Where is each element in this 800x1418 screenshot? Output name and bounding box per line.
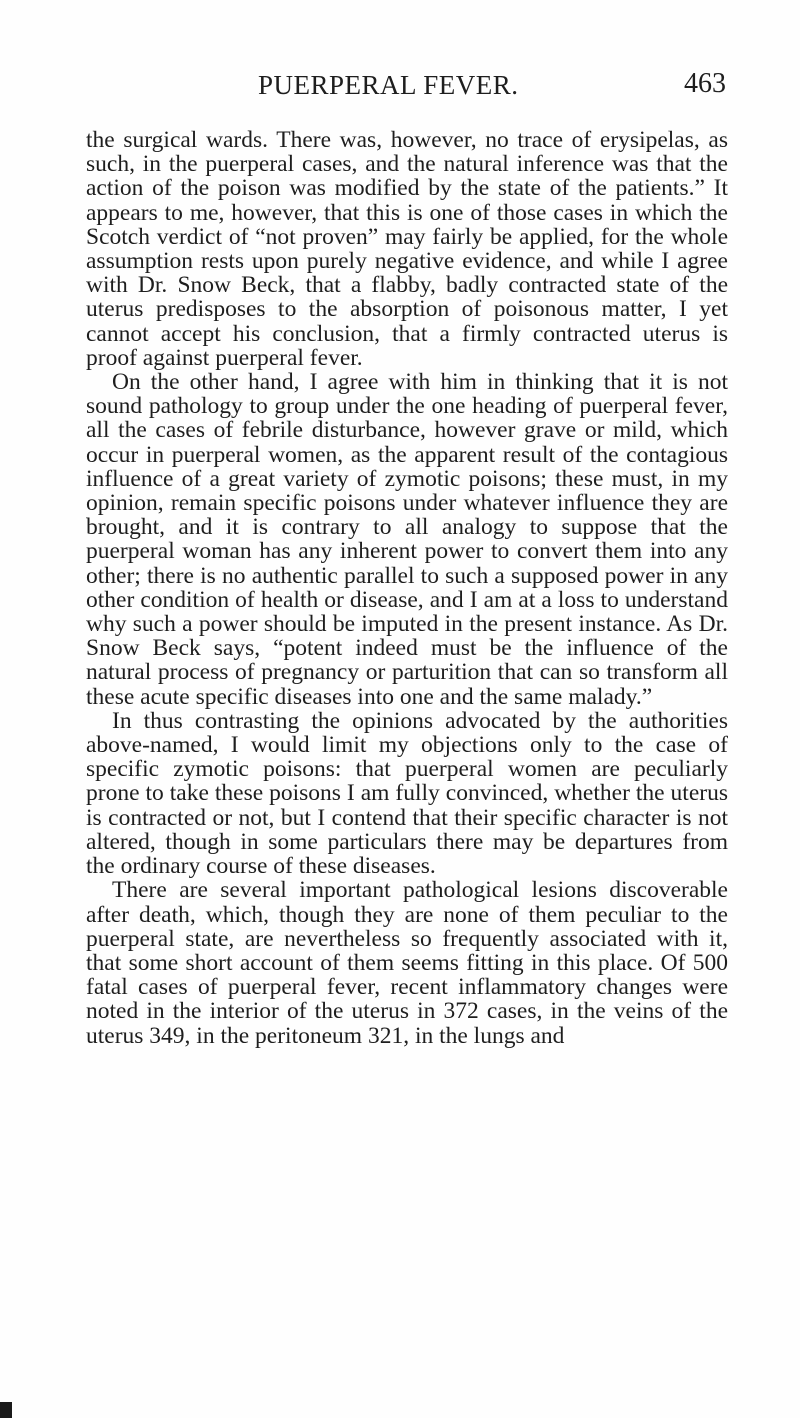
- paragraph: On the other hand, I agree with him in thinking that it is not sound pathology to group under the one heading of puerperal fever, all the cases of febrile disturbance, however grave or mild, which occur in puerperal women, as the apparent result of the contagious influence of a great variety of zymotic poisons; these must, in my opinion, remain specific poisons under whatever influence they are brought, and it is contrary to all analogy to suppose that the puerperal woman has any inherent power to convert them into any other; there is no authentic parallel to such a supposed power in any other condition of health or disease, and I am at a loss to understand why such a power should be imputed in the present instance. As Dr. Snow Beck says, “potent indeed must be the influence of the natural process of pregnancy or parturition that can so transform all these acute specific diseases into one and the same malady.”: [86, 369, 728, 710]
- paragraph: There are several important pathological lesions discoverable after death, which, though they are none of them peculiar to the puerperal state, are nevertheless so frequently associated with it, that some short account of them seems fitting in this place. Of 500 fatal cases of puerperal fever, recent inflammatory changes were noted in the interior of the uterus in 372 cases, in the veins of the uterus 349, in the peritoneum 321, in the lungs and: [86, 877, 728, 1049]
- page-edge-mark: [0, 1402, 12, 1418]
- page-edge: [0, 1392, 800, 1418]
- running-title: PUERPERAL FEVER.: [258, 70, 519, 100]
- paragraph: the surgical wards. There was, however, no trace of erysipelas, as such, in the puerperal cases, and the natural inference was that the action of the poison was modified by the state of the patients.” It appears to me, however, that this is one of those cases in which the Scotch verdict of “not proven” may fairly be applied, for the whole assumption rests upon purely negative evidence, and while I agree with Dr. Snow Beck, that a flabby, badly contracted state of the uterus predisposes to the absorption of poisonous matter, I yet cannot accept his conclusion, that a firmly contracted uterus is proof against puerperal fever.: [86, 127, 728, 371]
- page-number: 463: [684, 68, 726, 99]
- paragraph: In thus contrasting the opinions advocated by the authorities above-named, I would limit my objections only to the case of specific zymotic poisons: that puerperal women are peculiarly prone to take these poisons I am fully convinced, whether the uterus is contracted or not, but I contend that their specific character is not altered, though in some particulars there may be departures from the ordinary course of these diseases.: [86, 707, 728, 880]
- body-text: [86, 128, 728, 1048]
- running-header: [80, 66, 726, 106]
